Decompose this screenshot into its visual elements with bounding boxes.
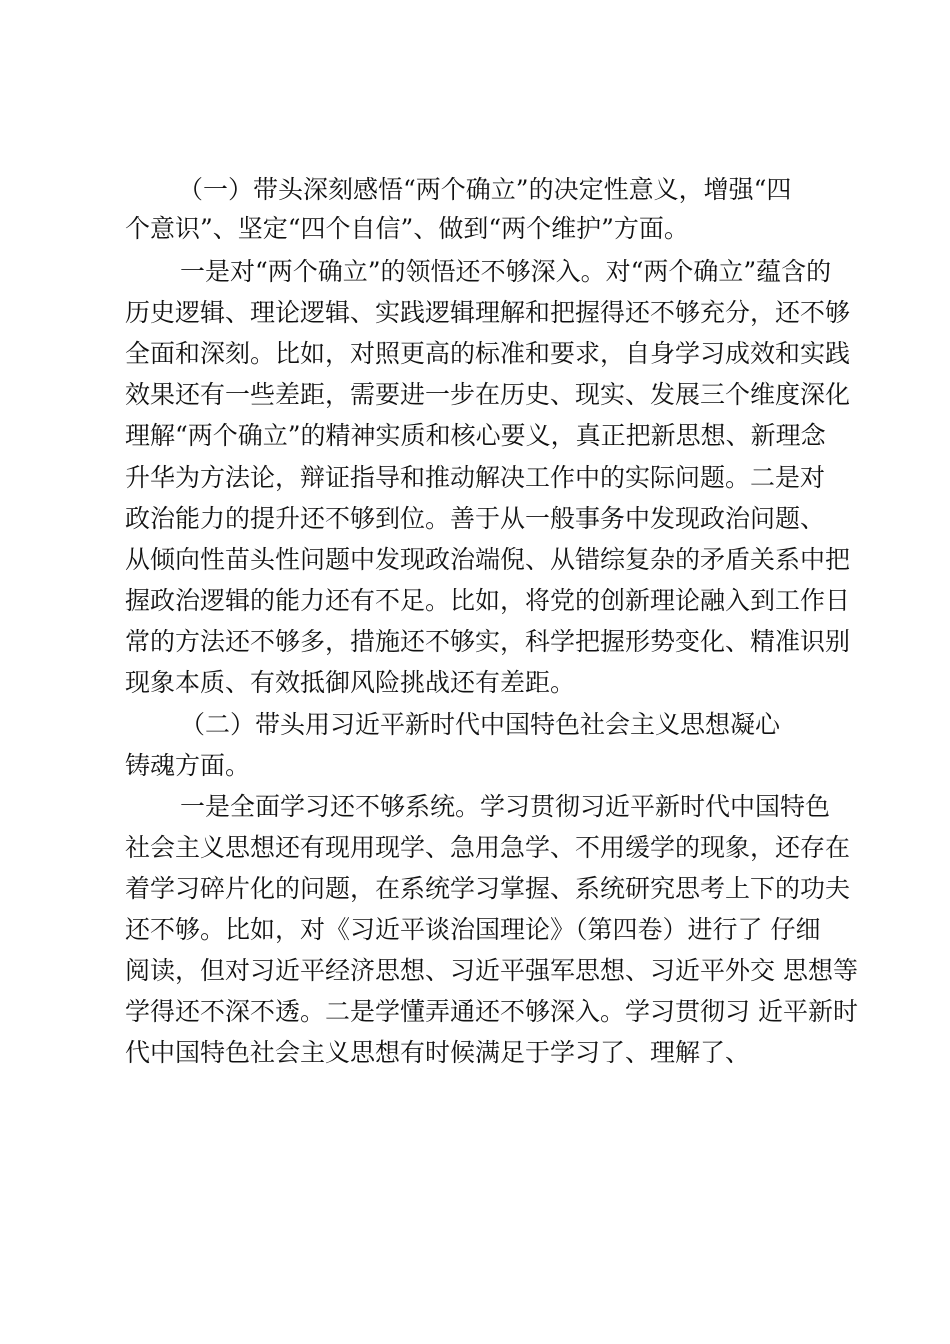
heading-1-line-2: 个意识”、坚定“四个自信”、做到“两个维护”方面。 — [125, 214, 689, 243]
paragraph-2-line-4: 还不够。比如，对《习近平谈治国理论》（第四卷）进行了 仔细 — [125, 915, 821, 944]
paragraph-2-line-7: 代中国特色社会主义思想有时候满足于学习了、理解了、 — [125, 1038, 751, 1067]
paragraph-2-line-6: 学得还不深不透。二是学懂弄通还不够深入。学习贯彻习 近平新时 — [125, 997, 858, 1026]
paragraph-1-line-4: 效果还有一些差距，需要进一步在历史、现实、发展三个维度深化 — [125, 380, 851, 409]
heading-2-line-1: （二）带头用习近平新时代中国特色社会主义思想凝心 — [180, 710, 781, 739]
paragraph-1-line-9: 握政治逻辑的能力还有不足。比如，将党的创新理论融入到工作日 — [125, 586, 851, 615]
paragraph-1-line-7: 政治能力的提升还不够到位。善于从一般事务中发现政治问题、 — [125, 504, 826, 533]
paragraph-1-line-8: 从倾向性苗头性问题中发现政治端倪、从错综复杂的矛盾关系中把 — [125, 545, 851, 574]
paragraph-1-line-3: 全面和深刻。比如，对照更高的标准和要求，自身学习成效和实践 — [125, 339, 851, 368]
paragraph-1-line-6: 升华为方法论，辩证指导和推动解决工作中的实际问题。二是对 — [125, 463, 826, 492]
paragraph-1-line-11: 现象本质、有效抵御风险挑战还有差距。 — [125, 668, 576, 697]
paragraph-1-line-5: 理解“两个确立”的精神实质和核心要义，真正把新思想、新理念 — [125, 421, 826, 450]
heading-2-line-2: 铸魂方面。 — [125, 751, 251, 780]
paragraph-1-line-10: 常的方法还不够多，措施还不够实，科学把握形势变化、精准识别 — [125, 627, 851, 656]
heading-1-line-1: （一）带头深刻感悟“两个确立”的决定性意义，增强“四 — [178, 175, 792, 204]
paragraph-1-line-1: 一是对“两个确立”的领悟还不够深入。对“两个确立”蕴含的 — [180, 257, 832, 286]
paragraph-2-line-3: 着学习碎片化的问题，在系统学习掌握、系统研究思考上下的功夫 — [125, 874, 851, 903]
paragraph-1-line-2: 历史逻辑、理论逻辑、实践逻辑理解和把握得还不够充分，还不够 — [125, 298, 851, 327]
paragraph-2-line-5: 阅读，但对习近平经济思想、习近平强军思想、习近平外交 思想等 — [125, 956, 858, 985]
paragraph-2-line-1: 一是全面学习还不够系统。学习贯彻习近平新时代中国特色 — [180, 792, 831, 821]
paragraph-2-line-2: 社会主义思想还有现用现学、急用急学、不用缓学的现象，还存在 — [125, 833, 851, 862]
